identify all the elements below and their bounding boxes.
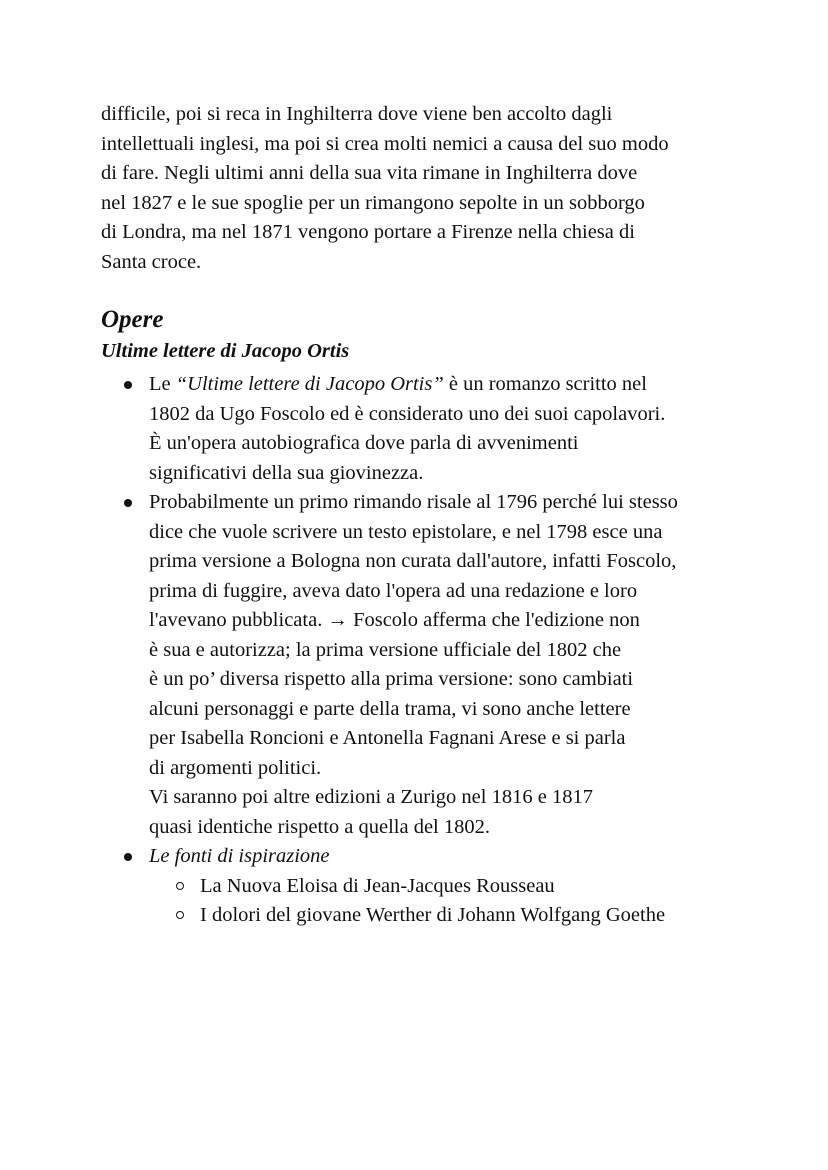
bullet-line: l'avevano pubblicata. → Foscolo afferma che l'edizione non: [149, 609, 640, 631]
bullet-line: è sua e autorizza; la prima versione ufficiale del 1802 che: [149, 638, 622, 661]
bullet-line: significativi della sua giovinezza.: [149, 461, 424, 484]
paragraph-line: di fare. Negli ultimi anni della sua vita rimane in Inghilterra dove: [101, 162, 638, 184]
paragraph-line: intellettuali inglesi, ma poi si crea molti nemici a causa del suo modo: [101, 132, 669, 155]
sub-bullet-list: [173, 872, 742, 931]
bullet-line: prima versione a Bologna non curata dall'autore, infatti Foscolo,: [149, 550, 677, 572]
bullet-line: Le “Ultime lettere di Jacopo Ortis” è un romanzo scritto nel: [149, 373, 647, 395]
bullet-dot-icon: [124, 381, 132, 389]
sub-bullet-item: [173, 901, 742, 931]
bullet-line: quasi identiche rispetto a quella del 1802.: [149, 815, 491, 838]
bullet-line: dice che vuole scrivere un testo epistolare, e nel 1798 esce una: [149, 520, 663, 543]
sub-bullet-line: I dolori del giovane Werther di Johann Wolfgang Goethe: [200, 904, 666, 926]
paragraph-line: nel 1827 e le sue spoglie per un rimangono sepolte in un sobborgo: [101, 191, 645, 214]
bullet-line: 1802 da Ugo Foscolo ed è considerato uno dei suoi capolavori.: [149, 402, 666, 425]
bullet-line: di argomenti politici.: [149, 756, 322, 779]
paragraph-line: difficile, poi si reca in Inghilterra dove viene ben accolto dagli: [101, 103, 613, 125]
bullet-dot-icon: [124, 499, 132, 507]
intro-paragraph: [101, 100, 741, 277]
bullet-item: [122, 488, 742, 842]
bullet-item: [122, 842, 742, 931]
sub-bullet-line: La Nuova Eloisa di Jean-Jacques Rousseau: [200, 874, 555, 897]
bullet-item: [122, 370, 742, 488]
paragraph-line: di Londra, ma nel 1871 vengono portare a Firenze nella chiesa di: [101, 221, 635, 243]
bullet-dot-icon: [124, 853, 132, 861]
bullet-line: alcuni personaggi e parte della trama, vi sono anche lettere: [149, 697, 631, 720]
bullet-line: [149, 842, 742, 872]
bullet-list: [122, 370, 742, 931]
sources-label: Le fonti di ispirazione: [149, 845, 330, 867]
bullet-line: Probabilmente un primo rimando risale al 1796 perché lui stesso: [149, 491, 678, 513]
bullet-line: prima di fuggire, aveva dato l'opera ad una redazione e loro: [149, 579, 638, 602]
section-subheading: Ultime lettere di Jacopo Ortis: [101, 340, 350, 362]
bullet-line: è un po’ diversa rispetto alla prima versione: sono cambiati: [149, 668, 634, 690]
section-heading: Opere: [101, 306, 164, 333]
sub-bullet-item: [173, 872, 742, 902]
bullet-circle-icon: [176, 911, 184, 919]
bullet-line: Vi saranno poi altre edizioni a Zurigo nel 1816 e 1817: [149, 786, 593, 808]
paragraph-line: Santa croce.: [101, 250, 202, 273]
bullet-line: per Isabella Roncioni e Antonella Fagnani Arese e si parla: [149, 727, 626, 749]
book-title-italic: “Ultime lettere di Jacopo Ortis”: [175, 373, 444, 395]
bullet-line: È un'opera autobiografica dove parla di avvenimenti: [149, 432, 579, 454]
bullet-circle-icon: [176, 882, 184, 890]
